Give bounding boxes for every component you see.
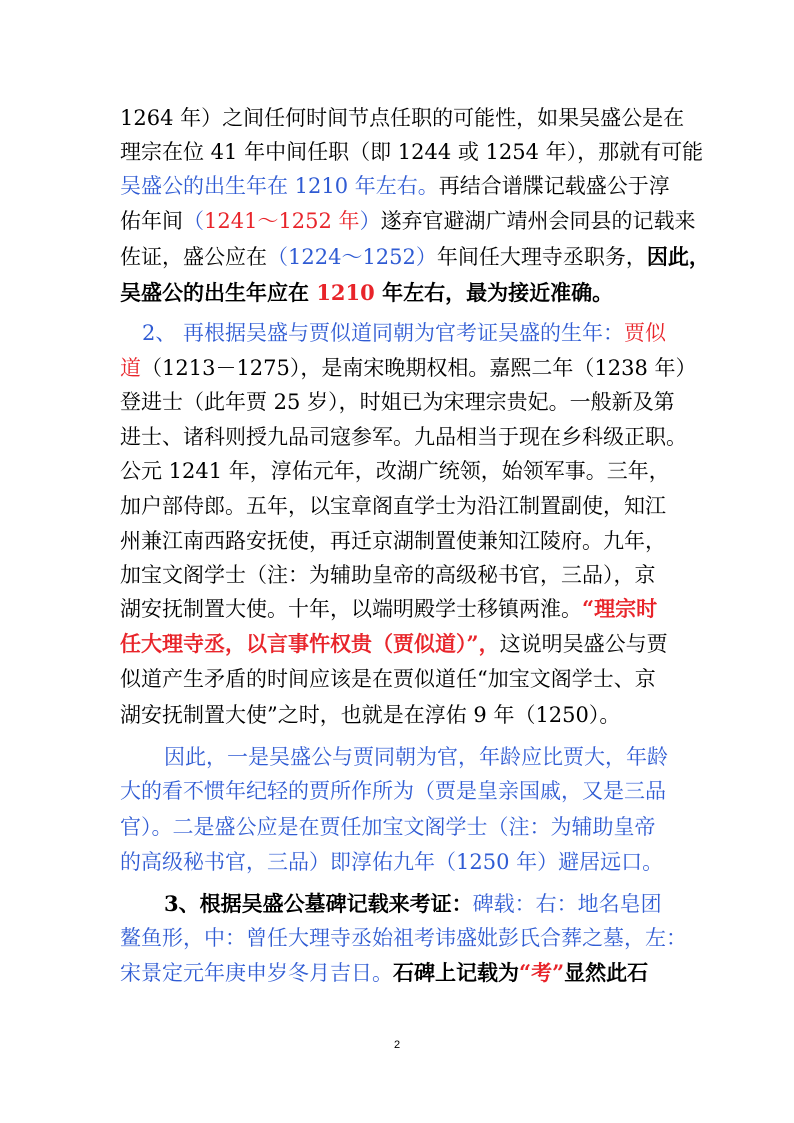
text-line — [120, 812, 680, 842]
text-run: 吴盛公的出生年应在 — [120, 280, 317, 305]
text-line — [120, 664, 680, 694]
text-run: 加宝文阁学士（注：为辅助皇帝的高级秘书官，三品），京 — [120, 563, 656, 587]
text-run: 湖安抚制置大使。十年，以端明殿学士移镇两淮。 — [120, 597, 582, 621]
text-run: 的高级秘书官，三品）即淳佑九年（1250 年）避居远口。 — [120, 850, 664, 874]
text-run: 进士、诸科则授九品司寇参军。九品相当于现在乡科级正职。 — [120, 425, 687, 449]
text-run: 大的看不惯年纪轻的贾所作所为（贾是皇亲国戚，又是三品 — [120, 779, 666, 803]
text-line — [120, 278, 680, 308]
text-line — [120, 491, 680, 521]
text-run: 道 — [120, 356, 141, 380]
text-line — [120, 137, 704, 167]
text-run: 理宗在位 41 年中间任职（即 1244 或 1254 年），那就有可能 — [120, 140, 704, 164]
text-run: （ — [183, 209, 204, 233]
text-run: 1264 年）之间任何时间节点任职的可能性，如果吴盛公是在 — [120, 106, 685, 130]
text-run: 官）。二是盛公应是在贾任加宝文阁学士（注：为辅助皇帝 — [120, 815, 656, 839]
text-run: 石碑上记载为 — [393, 960, 519, 985]
text-run: 2、 再根据吴盛与贾似道同朝为官考证吴盛的生年： — [142, 321, 625, 345]
text-run: 贾似 — [624, 321, 667, 345]
text-run: 湖安抚制置大使”之时，也就是在淳佑 9 年（1250）。 — [120, 703, 621, 727]
text-run: 再结合谱牒记载盛公于淳 — [438, 174, 670, 198]
text-run: 碑载：右：地名皂团 — [472, 892, 662, 916]
text-line — [120, 456, 680, 486]
text-run: 年左右，最为接近准确。 — [374, 280, 614, 305]
text-run: 似道产生矛盾的时间应该是在贾似道任“加宝文阁学士、京 — [120, 667, 656, 691]
text-line — [120, 629, 680, 659]
text-line — [120, 700, 680, 730]
text-line — [120, 889, 724, 919]
text-run: （1213－1275），是南宋晚期权相。嘉熙二年（1238 年） — [141, 356, 697, 380]
text-line — [120, 958, 680, 988]
text-run: 吴盛公的出生年在 1210 年左右。 — [120, 174, 439, 198]
text-run: 显然此石 — [564, 960, 649, 985]
text-line — [120, 387, 680, 417]
text-line — [120, 103, 685, 133]
text-line — [120, 171, 680, 201]
text-run: 3、根据吴盛公墓碑记载来考证： — [164, 891, 473, 916]
text-run: 加户部侍郎。五年，以宝章阁直学士为沿江制置副使，知江 — [120, 494, 666, 518]
page-number: 2 — [393, 1039, 401, 1051]
text-run: 因此， — [646, 244, 710, 269]
text-run: 1210 — [316, 280, 375, 305]
text-run: 鳌鱼形，中：曾任大理寺丞始祖考讳盛妣彭氏合葬之墓，左： — [120, 926, 687, 950]
text-line — [120, 318, 702, 348]
text-line — [120, 242, 710, 272]
text-run: 年间任大理寺丞职务， — [436, 245, 647, 269]
text-line — [120, 206, 696, 236]
text-run: 1241～1252 年 — [204, 209, 360, 233]
text-line — [120, 560, 680, 590]
text-line — [120, 353, 697, 383]
text-run: 登进士（此年贾 25 岁），时姐已为宋理宗贵妃。一般新及第 — [120, 390, 675, 414]
text-line — [120, 422, 687, 452]
text-line — [120, 847, 680, 877]
text-line — [120, 742, 724, 772]
text-run: （1224～1252） — [267, 245, 437, 269]
text-run: 宋景定元年庚申岁冬月吉日。 — [120, 961, 393, 985]
text-run: 任大理寺丞，以言事忤权贵（贾似道）”， — [120, 631, 500, 656]
text-line — [120, 923, 687, 953]
text-run: “考” — [519, 960, 565, 985]
text-run: 佑年间 — [120, 209, 183, 233]
text-line — [120, 594, 680, 624]
text-run: 州兼江南西路安抚使，再迁京湖制置使兼知江陵府。九年， — [120, 529, 666, 553]
text-run: 遂弃官避湖广靖州会同县的记载来 — [380, 209, 696, 233]
text-run: “理宗时 — [582, 596, 658, 621]
text-run: 佐证，盛公应在 — [120, 245, 267, 269]
text-run: 这说明吴盛公与贾 — [499, 632, 668, 656]
text-run: ） — [359, 209, 381, 233]
text-run: 公元 1241 年，淳佑元年，改湖广统领，始领军事。三年， — [120, 459, 670, 483]
text-run: 因此，一是吴盛公与贾同朝为官，年龄应比贾大，年龄 — [164, 745, 668, 769]
text-line — [120, 776, 680, 806]
text-line — [120, 526, 680, 556]
